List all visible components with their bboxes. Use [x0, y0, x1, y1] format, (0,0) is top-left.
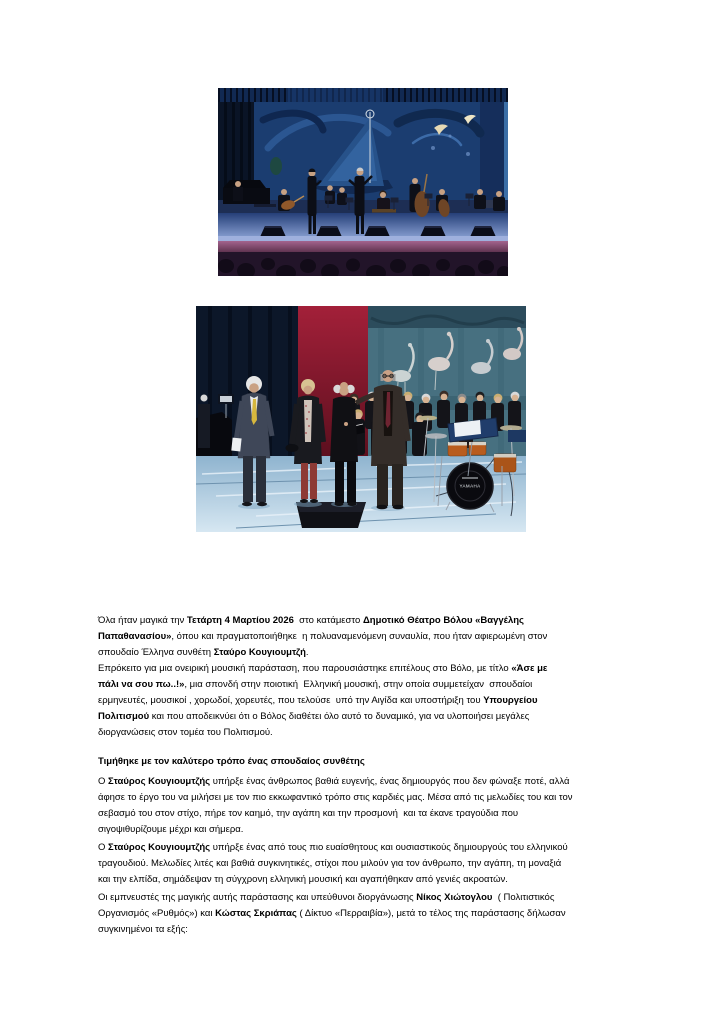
text-line [98, 856, 620, 872]
text-run: Πολιτισμού [98, 711, 150, 722]
green-light-patch [270, 157, 282, 175]
hat-in-hand [286, 444, 299, 452]
text-line [98, 613, 620, 629]
text-line [98, 872, 620, 888]
text-line [98, 806, 620, 822]
text-run: Όλα ήταν μαγικά την [98, 615, 187, 626]
text-line [98, 822, 620, 838]
paragraph-organisers [98, 890, 620, 938]
photo-concert-stage [218, 88, 508, 276]
text-run: . [305, 647, 309, 658]
text-run: Επρόκειτο για μια ονειρική μουσική παράσταση, που παρουσιάστηκε επιτέλους στο Βόλο, με τίτλο [98, 663, 512, 674]
text-run: διοργανώσεις στον τομέα του Πολιτισμού. [98, 727, 273, 738]
text-run: Σταύρο Κουγιουμτζή [213, 647, 306, 658]
text-run: ( Πολιτιστικός [492, 892, 555, 903]
text-line [98, 693, 620, 709]
text-line [98, 725, 620, 741]
text-run: στο κατάμεστο [293, 615, 363, 626]
text-run: Ο [98, 842, 109, 853]
text-run: , μια σπονδή στην ποιοτική Ελληνική μουσική, στην οποία συμμετείχαν σπουδαίοι [184, 679, 533, 690]
text-run: τραγουδιού. Μελωδίες λιτές και βαθιά συγκινητικές, στίχοι που μιλούν για τον άνθρωπο, την αγάπη, τη μοναξιά [98, 858, 562, 869]
text-line [98, 840, 620, 856]
text-run: υπήρξε ένας άνθρωπος βαθιά ευγενής, ένας δημιουργός που δεν φώναξε ποτέ, αλλά [210, 776, 570, 787]
text-run: Ο [98, 776, 109, 787]
text-run: Οργανισμός «Ρυθμός») και [98, 908, 216, 919]
photo-curtain-call [196, 306, 526, 532]
text-run: σιγοψιθυρίζουμε μέχρι και σήμερα. [98, 824, 244, 835]
text-run: Οι εμπνευστές της μαγικής αυτής παράστασης και υπεύθυνοι διοργάνωσης [98, 892, 417, 903]
text-run: , όπου και πραγματοποιήθηκε η πολυαναμενόμενη συναυλία, που ήταν αφιερωμένη στον [171, 631, 548, 642]
text-line [98, 754, 620, 770]
text-line [98, 922, 620, 938]
text-line [98, 677, 620, 693]
text-run: Τιμήθηκε με τον καλύτερο τρόπο ένας σπουδαίος συνθέτης [98, 756, 365, 767]
section-heading [98, 754, 620, 770]
text-run: και που αποδεικνύει ότι ο Βόλος διαθέτει όλο αυτό το δυναμικό, για να υλοποιήσει μεγάλες [149, 711, 530, 722]
text-line [98, 890, 620, 906]
text-run: και την ελπίδα, σημάδεψαν τη σύγχρονη ελληνική μουσική και αγαπήθηκαν από γενιές ακροατών. [98, 874, 508, 885]
text-line [98, 661, 620, 677]
bass-drum-label: YAMAHA [459, 483, 481, 489]
text-run: Σταύρος Κουγιουμτζής [108, 776, 211, 787]
text-run: σεβασμό του στον στίχο, πήρε τον καημό, την αγάπη και την προσμονή και τα έκανε τραγούδια που [98, 808, 519, 819]
text-line [98, 774, 620, 790]
text-run: άφησε το έργο του να μιλήσει με τον πιο εκκωφαντικό τρόπο στις καρδιές μας. Μέσα από τις μελωδίες του και τον [98, 792, 573, 803]
paragraph-intro [98, 613, 620, 741]
text-run: πάλι να σου πω..!» [98, 679, 185, 690]
audience-silhouettes [218, 252, 508, 276]
text-run: σπουδαίο Έλληνα συνθέτη [98, 647, 214, 658]
text-run: Παπαθανασίου» [98, 631, 172, 642]
text-run: Υπουργείου [483, 695, 538, 706]
article-text [98, 613, 620, 938]
text-run: υπήρξε ένας από τους πιο ευαίσθητους και ουσιαστικούς δημιουργούς του ελληνικού [210, 842, 568, 853]
stage-valance [218, 88, 508, 104]
text-run: συγκινημένοι τα εξής: [98, 924, 188, 935]
paragraph-tribute-2 [98, 840, 620, 888]
text-line [98, 629, 620, 645]
text-line [98, 790, 620, 806]
text-line [98, 709, 620, 725]
text-run: Δημοτικό Θέατρο Βόλου «Βαγγέλης [362, 615, 524, 626]
text-run: Τετάρτη 4 Μαρτίου 2026 [186, 615, 294, 626]
curtain-call-illustration [196, 306, 526, 532]
text-run: Νίκος Χιώτογλου [416, 892, 493, 903]
text-run: «Άσε με [511, 663, 548, 674]
text-line [98, 645, 620, 661]
text-run: Κώστας Σκριάπας [215, 908, 297, 919]
concert-stage-illustration [218, 88, 508, 276]
text-run: ερμηνευτές, μουσικοί , χορωδοί, χορευτές, που τελούσε υπό την Αιγίδα και υποστήριξη του [98, 695, 484, 706]
text-line [98, 906, 620, 922]
text-run: ( Δίκτυο «Περραιβία»), μετά το τέλος της παράστασης δήλωσαν [296, 908, 566, 919]
paragraph-tribute-1 [98, 774, 620, 838]
stage-front-strip [218, 236, 508, 241]
text-run: Σταύρος Κουγιουμτζής [108, 842, 211, 853]
